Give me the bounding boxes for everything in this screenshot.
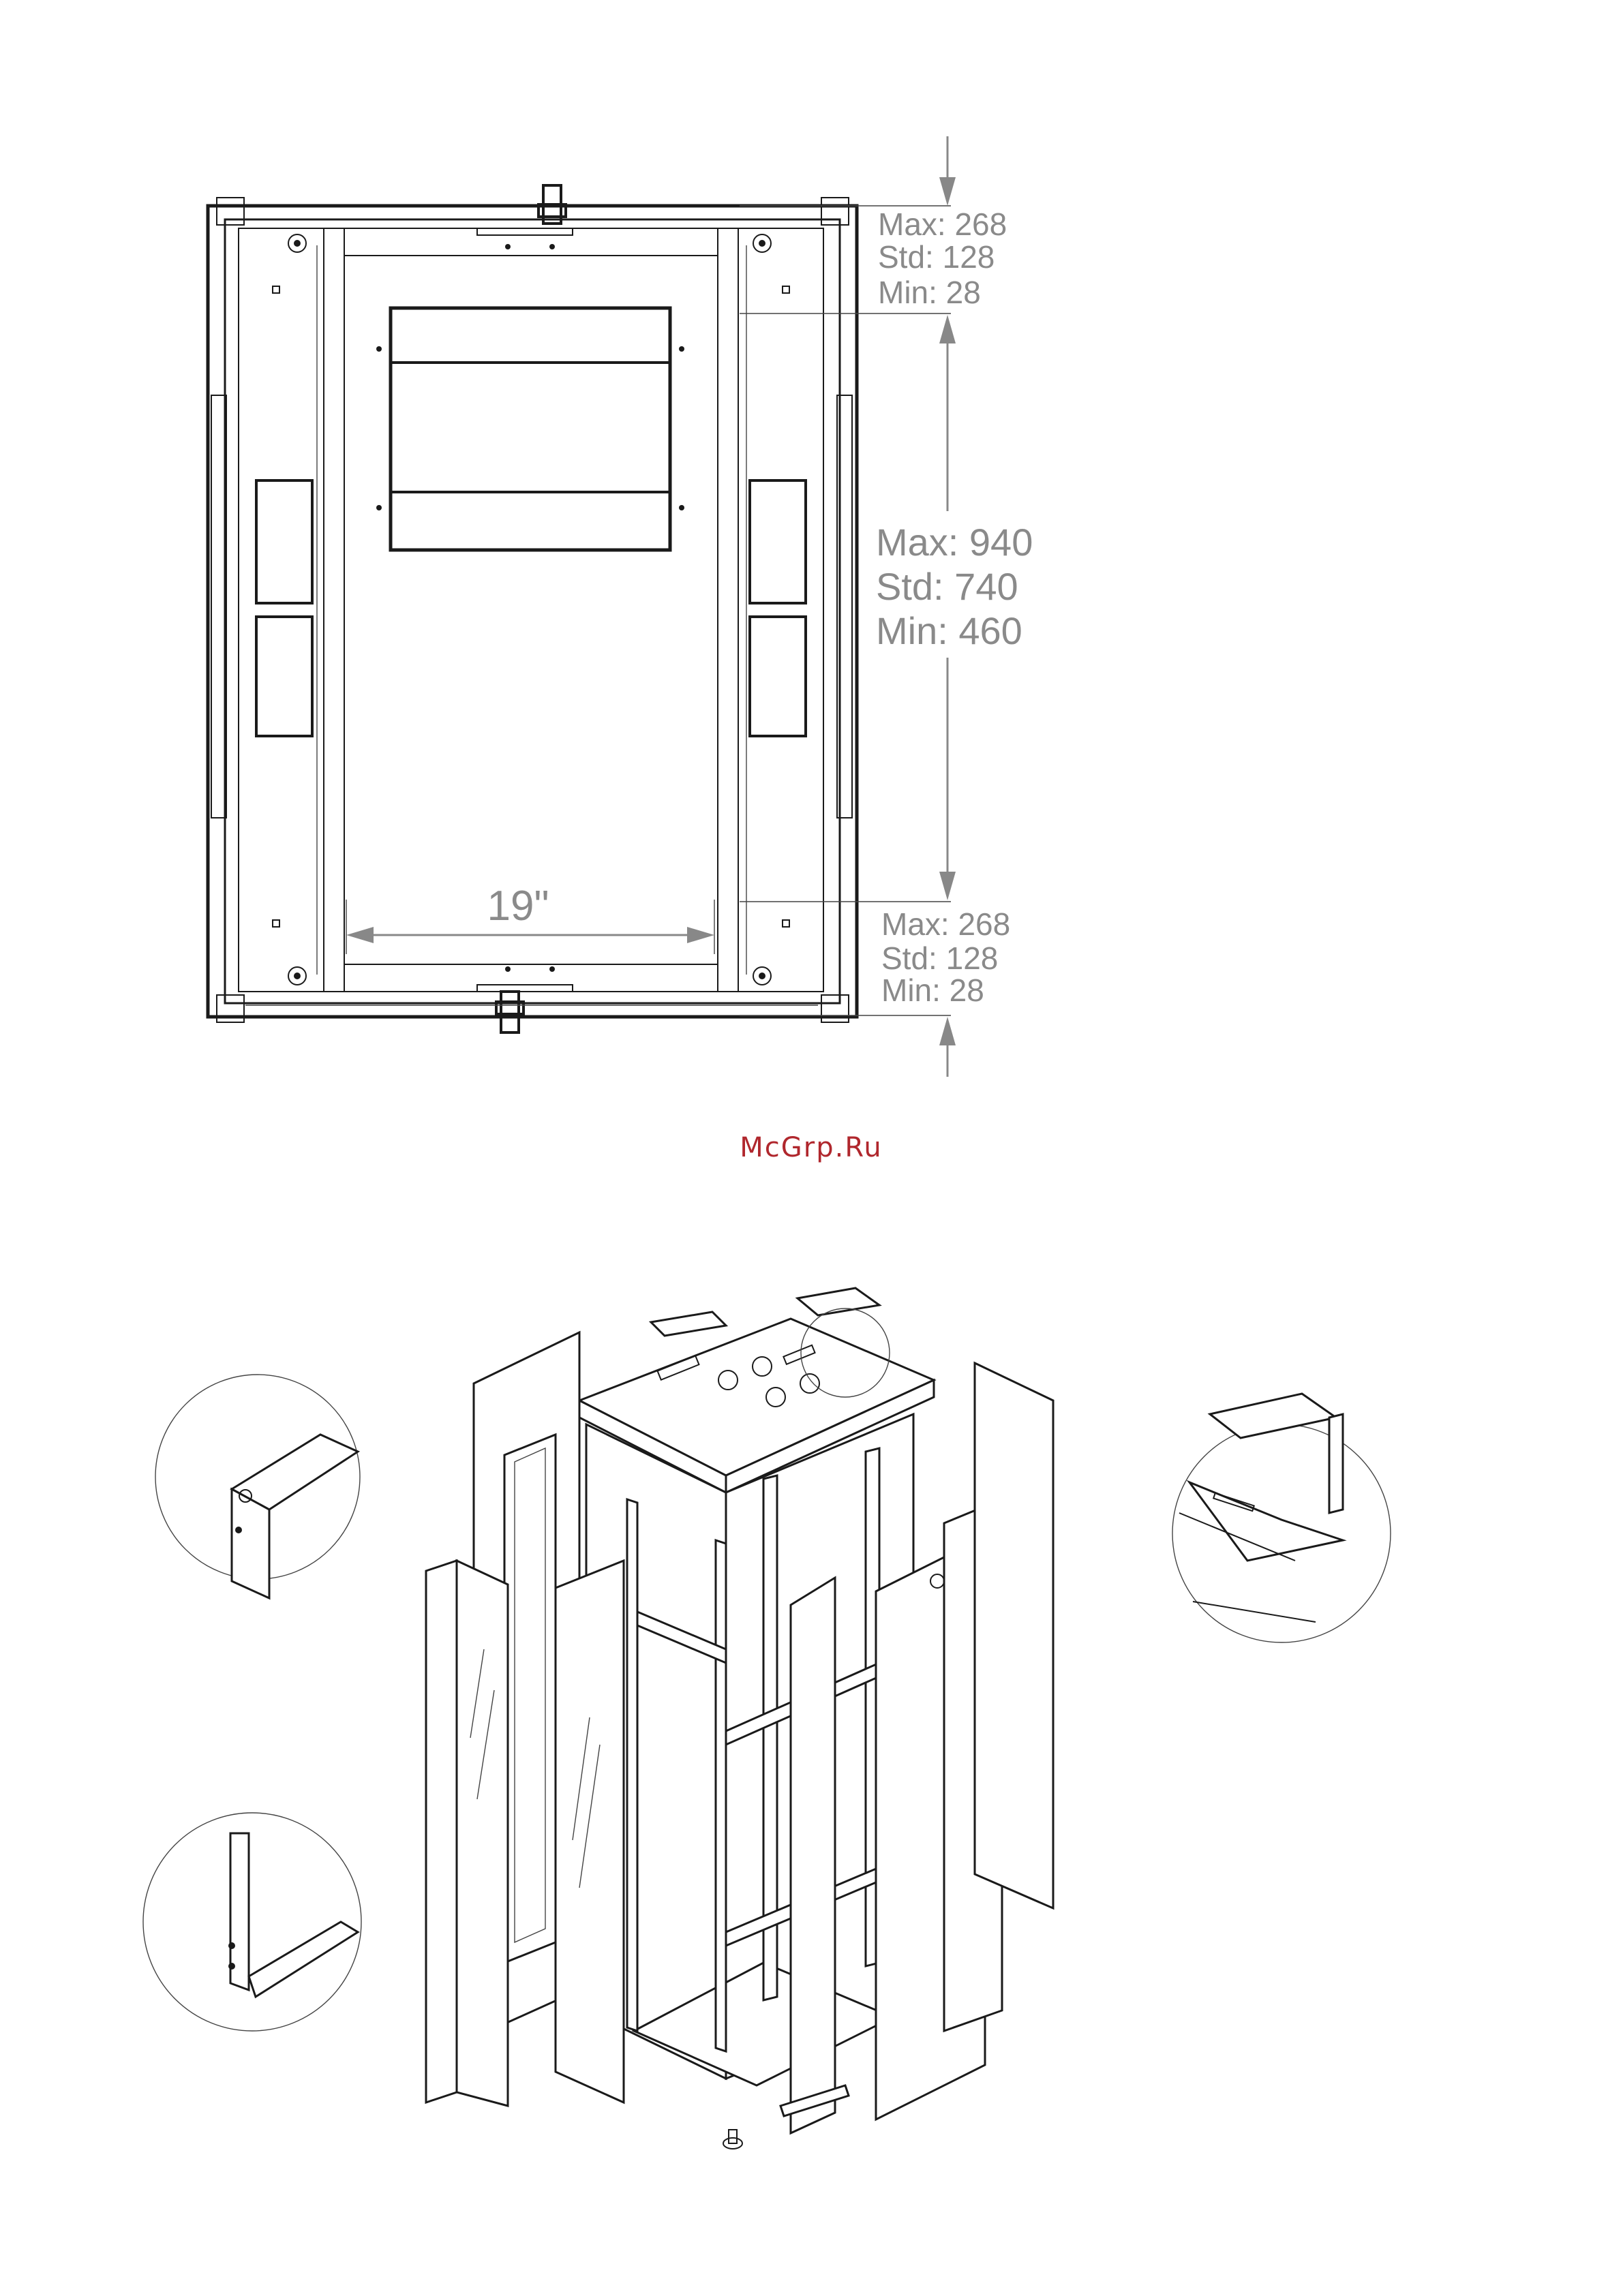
detail-callout-side-panel-top xyxy=(155,1375,360,1598)
watermark: McGrp.Ru xyxy=(740,1132,883,1163)
depth-labels xyxy=(876,521,1033,652)
depth-min: Min: 460 xyxy=(876,609,1022,652)
front-clearance-min: Min: 28 xyxy=(878,275,981,310)
detail-callout-door-hinge xyxy=(143,1813,361,2031)
front-clearance-max: Max: 268 xyxy=(878,206,1007,242)
rear-clearance-std: Std: 128 xyxy=(881,940,999,976)
front-clearance-std: Std: 128 xyxy=(878,239,995,275)
width-dimension xyxy=(346,883,714,954)
rear-clearance-min: Min: 28 xyxy=(881,973,984,1008)
rear-clearance-max: Max: 268 xyxy=(881,906,1011,942)
front-clearance-labels xyxy=(878,206,1007,310)
depth-std: Std: 740 xyxy=(876,565,1018,608)
rear-clearance-labels xyxy=(881,906,1010,1008)
width-label: 19" xyxy=(487,883,549,930)
detail-callout-top-cover xyxy=(1172,1394,1391,1642)
cabinet-exploded-view xyxy=(426,1288,1053,2149)
depth-max: Max: 940 xyxy=(876,521,1033,564)
